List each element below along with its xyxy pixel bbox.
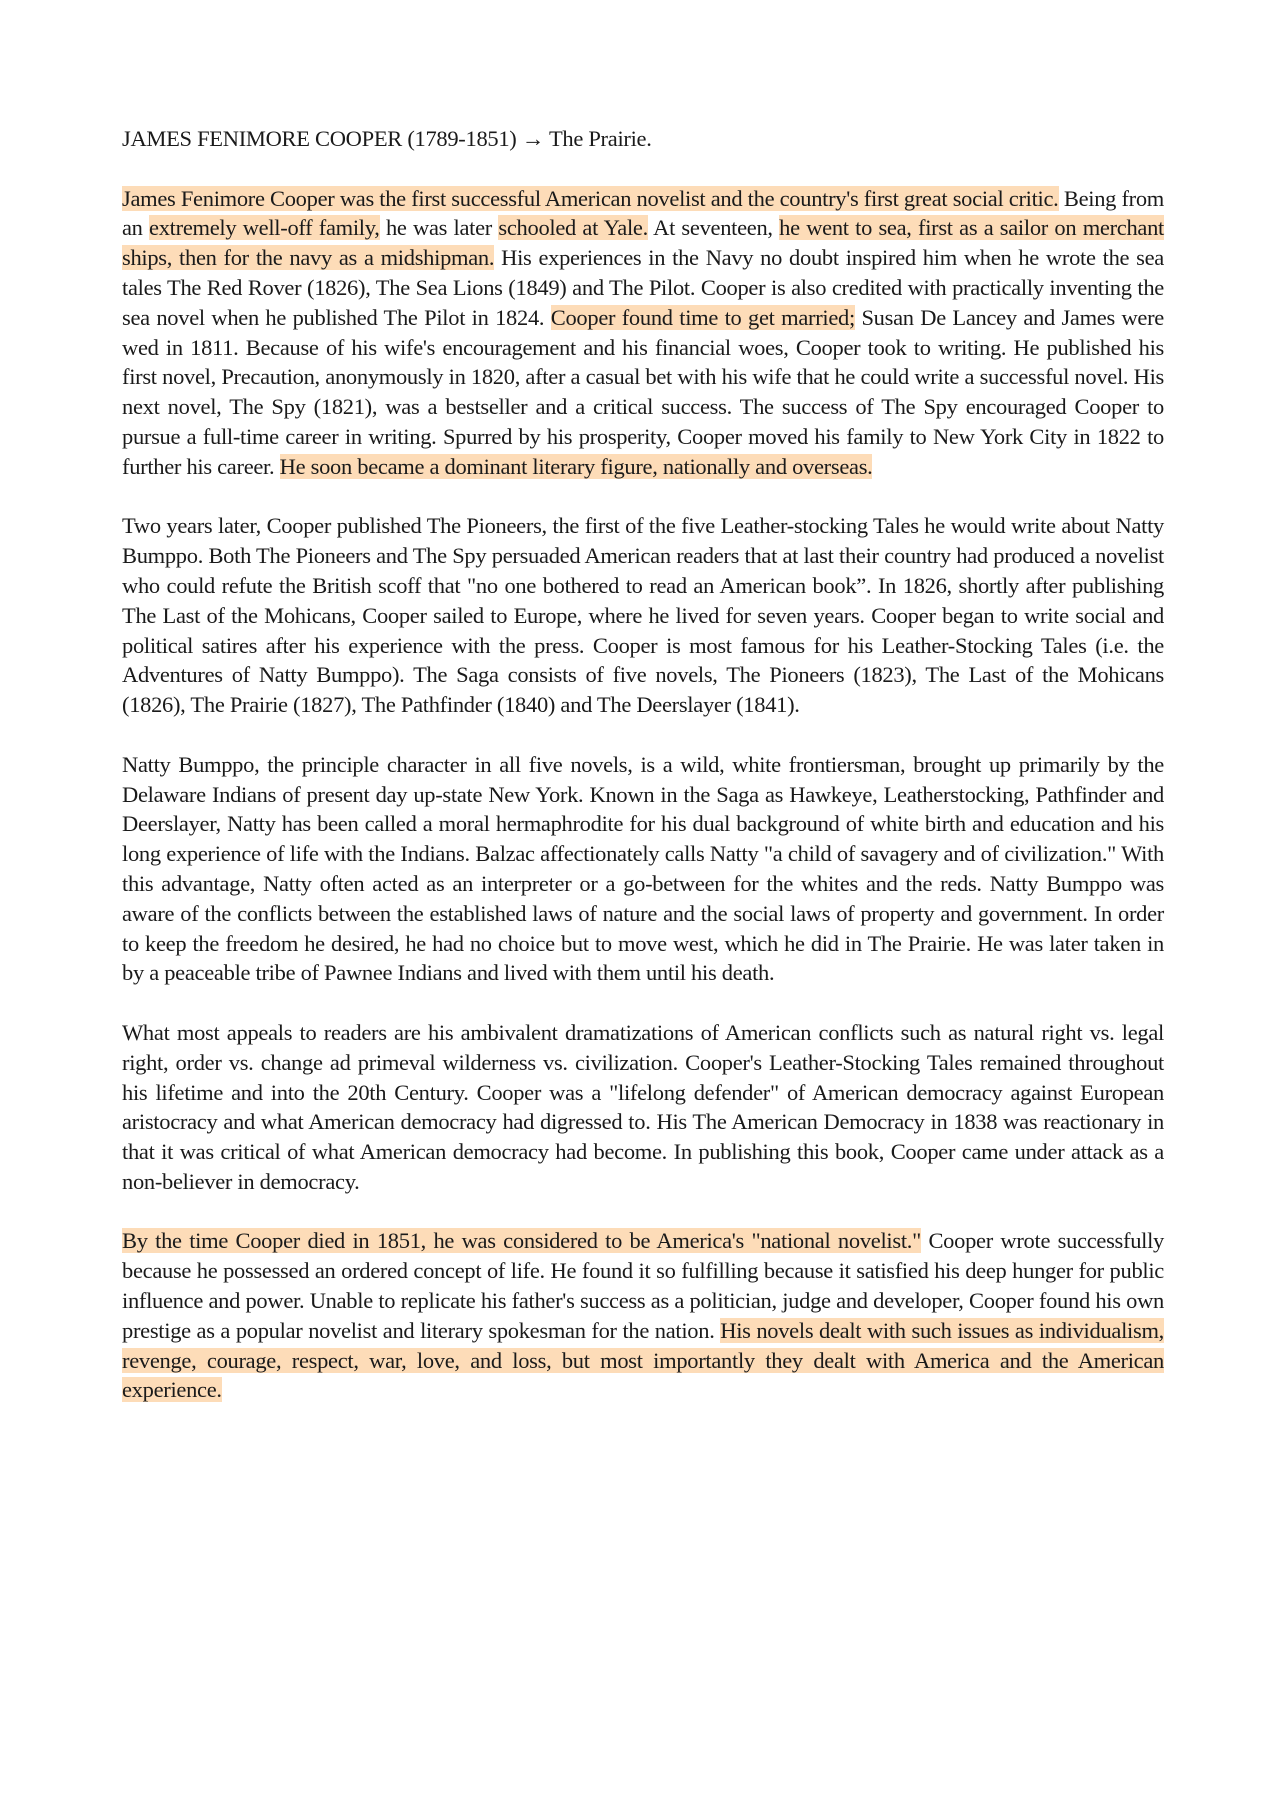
- paragraph-1: [122, 184, 1164, 482]
- paragraph-5: [122, 1226, 1164, 1405]
- paragraph-3: [122, 750, 1164, 988]
- body-text: Cooper wrote successfully because he possessed an ordered concept of life. He found it so fulfilling because it satisfied his deep hunger for public influence and power. Unable to replicate his father's success as a politician, judge and developer, Cooper found his own prestige as a popular novelist and literary spokesman for the nation.: [122, 1228, 1164, 1343]
- highlighted-text: James Fenimore Cooper was the first successful American novelist and the country's first great social critic.: [122, 185, 1059, 211]
- body-text: What most appeals to readers are his ambivalent dramatizations of American conflicts such as natural right vs. legal right, order vs. change ad primeval wilderness vs. civilization. Cooper's Leather-Stocking Tales remained throughout his lifetime and into the 20th Century. Cooper was a "lifelong defender" of American democracy against European aristocracy and what American democracy had digressed to. His The American Democracy in 1838 was reactionary in that it was critical of what American democracy had become. In publishing this book, Cooper came under attack as a non-believer in democracy.: [122, 1019, 1164, 1194]
- highlighted-text: His novels dealt with such issues as individualism, revenge, courage, respect, war, love, and loss, but most importantly they dealt with America and the American experience.: [122, 1317, 1164, 1403]
- highlighted-text: By the time Cooper died in 1851, he was considered to be America's "national novelist.": [122, 1228, 921, 1254]
- highlighted-text: schooled at Yale.: [498, 215, 648, 241]
- body-text: Natty Bumppo, the principle character in all five novels, is a wild, white frontiersman, brought up primarily by the Delaware Indians of present day up-state New York. Known in the Saga as Hawkeye, Leatherstocking, Pathfinder and Deerslayer, Natty has been called a moral hermaphrodite for his dual background of white birth and education and his long experience of life with the Indians. Balzac affectionately calls Natty "a child of savagery and of civilization." With this advantage, Natty often acted as an interpreter or a go-between for the whites and the reds. Natty Bumppo was aware of the conflicts between the established laws of nature and the social laws of property and government. In order to keep the freedom he desired, he had no choice but to move west, which he did in The Prairie. He was later taken in by a peaceable tribe of Pawnee Indians and lived with them until his death.: [122, 751, 1164, 986]
- body-text: Two years later, Cooper published The Pioneers, the first of the five Leather-stocking Tales he would write about Natty Bumppo. Both The Pioneers and The Spy persuaded American readers that at last their country had produced a novelist who could refute the British scoff that "no one bothered to read an American book”. In 1826, shortly after publishing The Last of the Mohicans, Cooper sailed to Europe, where he lived for seven years. Cooper began to write social and political satires after his experience with the press. Cooper is most famous for his Leather-Stocking Tales (i.e. the Adventures of Natty Bumppo). The Saga consists of five novels, The Pioneers (1823), The Last of the Mohicans (1826), The Prairie (1827), The Pathfinder (1840) and The Deerslayer (1841).: [122, 513, 1164, 718]
- highlighted-text: he went to sea, first as a sailor on merchant ships, then for the navy as a midshipman.: [122, 215, 1164, 271]
- highlighted-text: Cooper found time to get married;: [550, 304, 855, 330]
- document-title: JAMES FENIMORE COOPER (1789-1851) → The Prairie.: [122, 126, 652, 151]
- body-text: he was later: [379, 215, 499, 241]
- highlighted-text: extremely well-off family,: [149, 215, 380, 241]
- document-page: [122, 124, 1164, 1435]
- highlighted-text: He soon became a dominant literary figure, nationally and overseas.: [279, 453, 873, 479]
- body-text: Being from an: [122, 185, 1165, 241]
- paragraph-4: [122, 1018, 1164, 1197]
- body-text: Susan De Lancey and James were wed in 1811. Because of his wife's encouragement and his financial woes, Cooper took to writing. He published his first novel, Precaution, anonymously in 1820, after a casual bet with his wife that he could write a successful novel. His next novel, The Spy (1821), was a bestseller and a critical success. The success of The Spy encouraged Cooper to pursue a full-time career in writing. Spurred by his prosperity, Cooper moved his family to New York City in 1822 to further his career.: [122, 304, 1164, 479]
- body-text: At seventeen,: [647, 215, 780, 241]
- paragraph-2: [122, 511, 1164, 720]
- body-text: His experiences in the Navy no doubt inspired him when he wrote the sea tales The Red Rover (1826), The Sea Lions (1849) and The Pilot. Cooper is also credited with practically inventing the sea novel when he published The Pilot in 1824.: [122, 245, 1164, 330]
